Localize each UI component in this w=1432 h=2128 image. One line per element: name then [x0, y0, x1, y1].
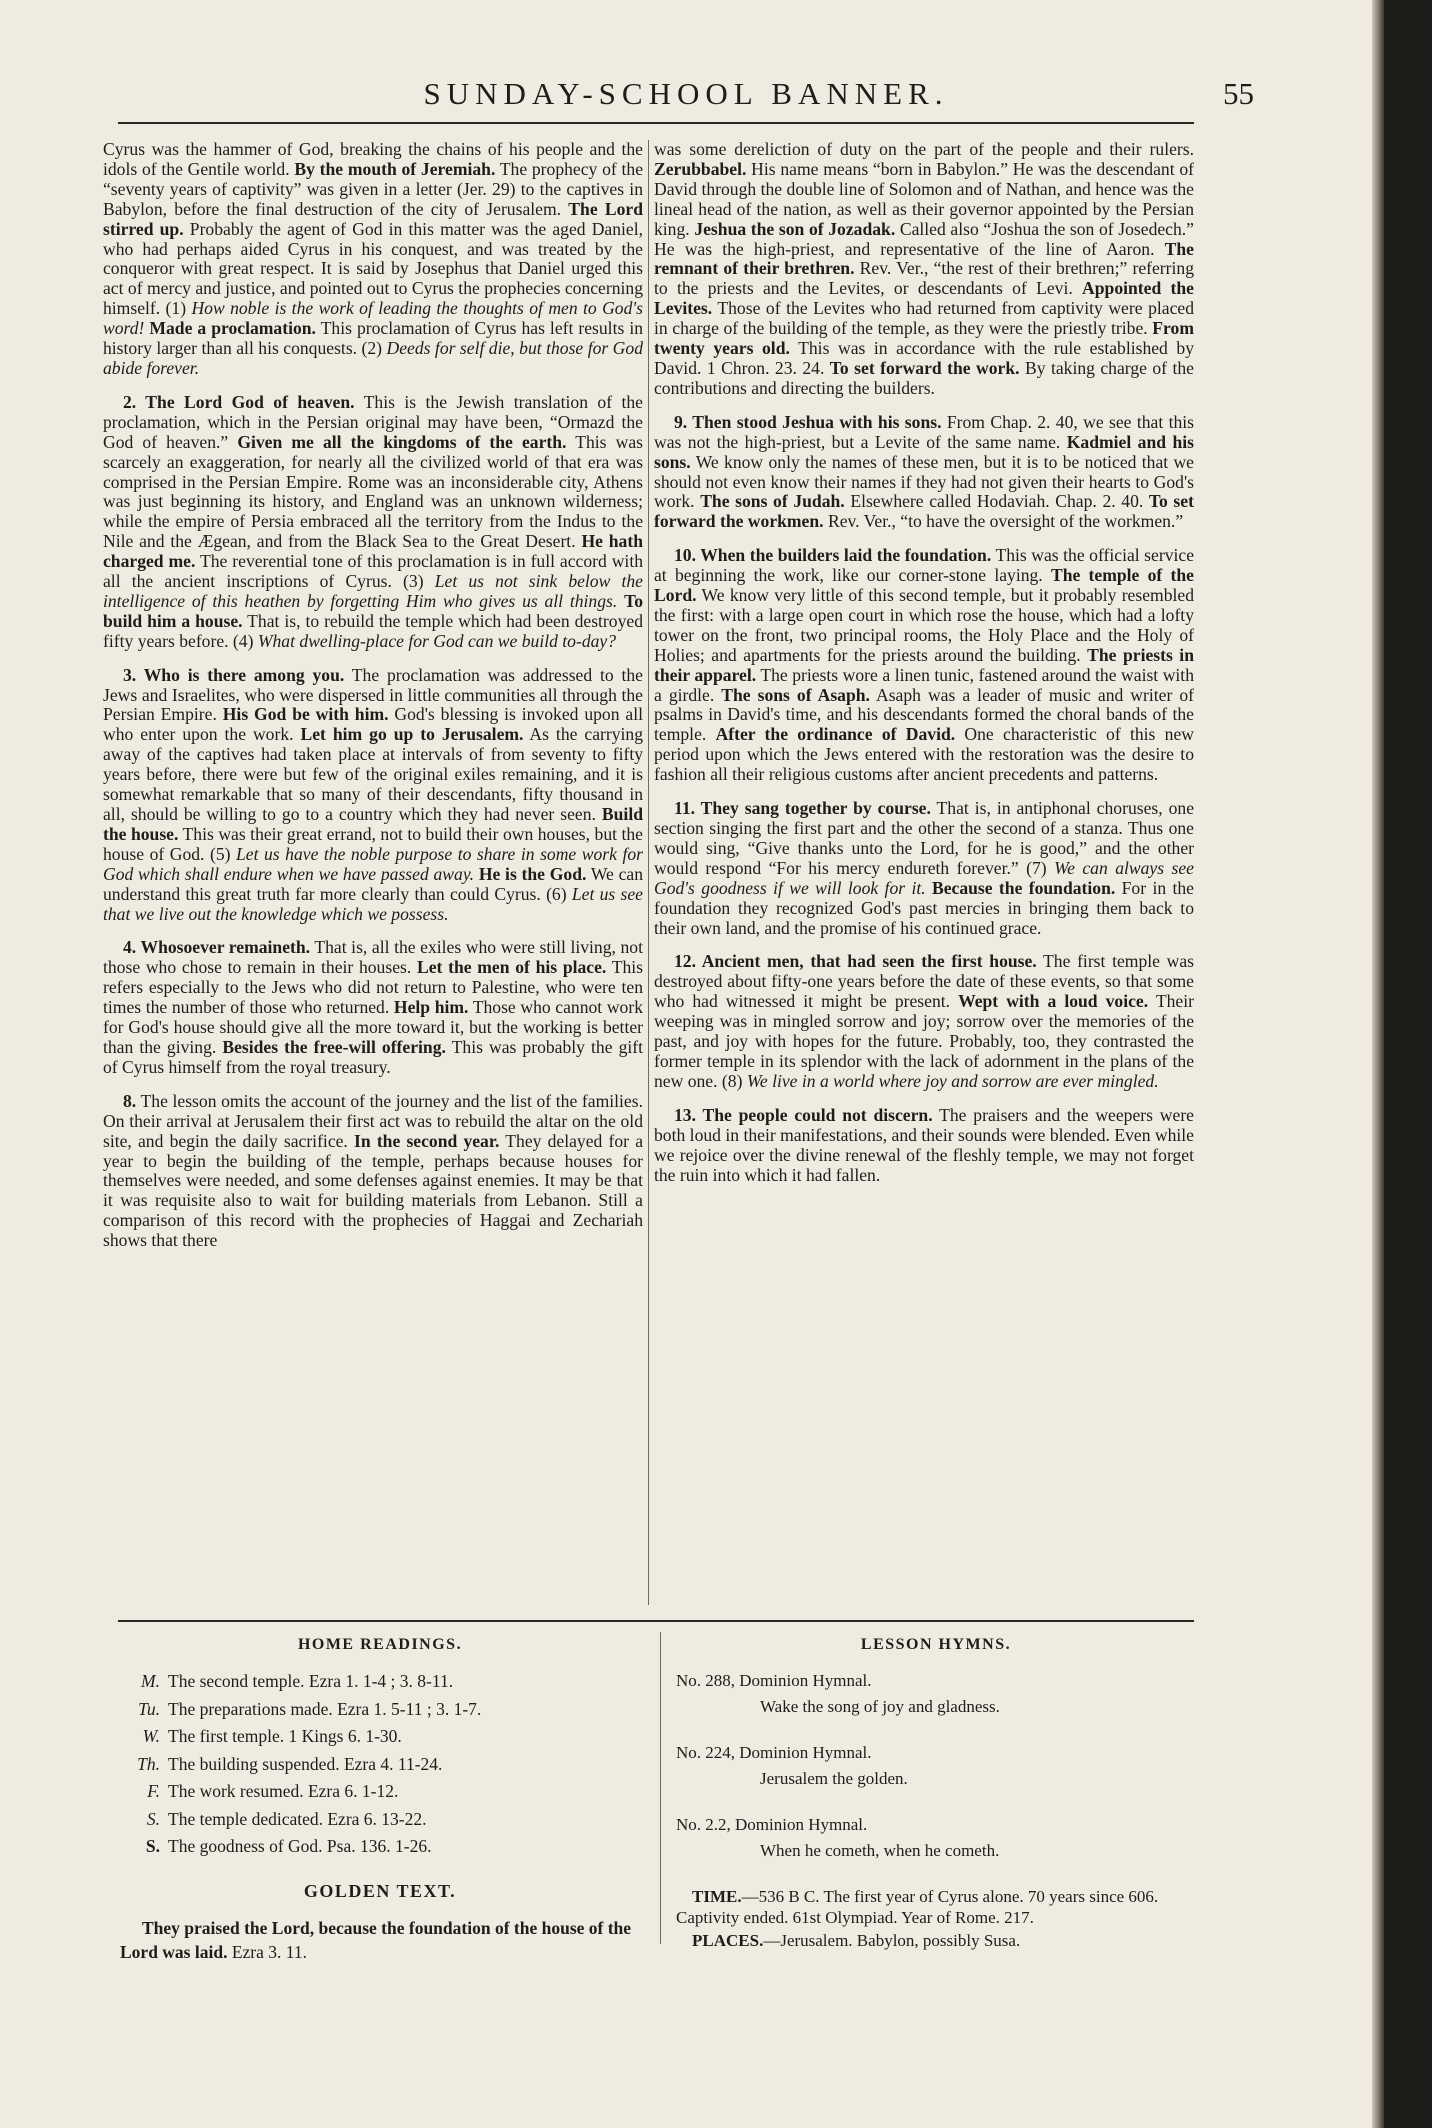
- hymn-number: No. 224, Dominion Hymnal.: [676, 1743, 872, 1762]
- reading-text: The building suspended. Ezra 4. 11-24.: [168, 1753, 443, 1774]
- home-readings: [120, 1636, 640, 1964]
- hymn-number: No. 288, Dominion Hymnal.: [676, 1671, 872, 1690]
- reading-row: [120, 1723, 640, 1751]
- reading-text: The goodness of God. Psa. 136. 1-26.: [168, 1836, 432, 1856]
- commentary-paragraph-1: Cyrus was the hammer of God, breaking the chains of his people and the idols of the Gentile world. By the mouth of Jeremiah. The prophecy of the “seventy years of captivity” was given in a letter (Jer. 29) to the captives in Babylon, before the final destruction of the city of Jerusalem. The Lord stirred up. Probably the agent of God in this matter was the aged Daniel, who had perhaps aided Cyrus in his conquest, and was treated by the conqueror with great respect. It is said by Josephus that Daniel urged this act of mercy and justice, and pointed out to Cyrus the prophecies concerning himself. (1) How noble is the work of leading the thoughts of men to God's word! Made a proclamation. This proclamation of Cyrus has left results in history larger than all his conquests. (2) Deeds for self die, but those for God abide forever.: [103, 140, 643, 378]
- running-title: SUNDAY-SCHOOL BANNER.: [423, 76, 949, 111]
- home-readings-title: HOME READINGS.: [297, 1636, 463, 1653]
- places-note: [676, 1930, 1196, 1951]
- reading-day: F.: [147, 1781, 160, 1801]
- reading-text: The preparations made. Ezra 1. 5-11 ; 3. 1-7.: [168, 1698, 482, 1719]
- page-header: [118, 76, 1254, 112]
- reading-row: [120, 1806, 640, 1834]
- commentary-left-column: [103, 140, 643, 1606]
- hymn-entry: [676, 1740, 1196, 1792]
- hymn-first-line: Jerusalem the golden.: [760, 1769, 908, 1788]
- reading-text: The second temple. Ezra 1. 1-4 ; 3. 8-11.: [168, 1671, 454, 1691]
- commentary-paragraph-8: 10. When the builders laid the foundation. This was the official service at beginning the work, like our corner-stone laying. The temple of the Lord. We know very little of this second temple, but it probably resembled the first: with a large open court in which rose the house, which had a lofty tower on the front, two principal rooms, the Holy Place and the Holy of Holies; and apartments for the priests around the building. The priests in their apparel. The priests wore a linen tunic, fastened around the waist with a girdle. The sons of Asaph. Asaph was a leader of music and writer of psalms in David's time, and his descendants formed the choral bands of the temple. After the ordinance of David. One characteristic of this new period upon which the Jews entered with the restoration was the desire to fashion all their religious customs after ancient precedents and patterns.: [654, 545, 1194, 785]
- commentary-paragraph-9: 11. They sang together by course. That is, in antiphonal choruses, one section singing the first part and the other the second of a stanza. Thus one would sing, “Give thanks unto the Lord, for he is good,” and the other would respond “For his mercy endureth forever.” (7) We can always see God's goodness if we will look for it. Because the foundation. For in the foundation they recognized God's past mercies in bringing them back to their own land, and the promise of his continued grace.: [654, 798, 1194, 938]
- reading-text: The first temple. 1 Kings 6. 1-30.: [168, 1726, 402, 1746]
- hymn-entry: [676, 1812, 1196, 1864]
- commentary-paragraph-3: 3. Who is there among you. The proclamation was addressed to the Jews and Israelites, who were dispersed in little communities all through the Persian Empire. His God be with him. God's blessing is invoked upon all who enter upon the work. Let him go up to Jerusalem. As the carrying away of the captives had taken place at intervals of from seventy to fifty years before, there were but few of the original exiles remaining, and it is somewhat remarkable that so many of their descendants, fifty thousand in all, should be willing to go to a country which they had never seen. Build the house. This was their great errand, not to build their own houses, but the house of God. (5) Let us have the noble purpose to share in some work for God which shall endure when we have passed away. He is the God. We can understand this great truth far more clearly than could Cyrus. (6) Let us see that we live out the knowledge which we possess.: [103, 664, 643, 924]
- hymn-first-line: When he cometh, when he cometh.: [760, 1841, 1000, 1860]
- golden-text-reference: Ezra 3. 11.: [231, 1941, 307, 1962]
- commentary-paragraph-11: 13. The people could not discern. The praisers and the weepers were both loud in their manifestations, and their sounds were blended. Even while we rejoice over the divine renewal of the fleshly temple, we may not forget the ruin into which it had fallen.: [654, 1104, 1194, 1185]
- header-rule: [118, 122, 1194, 124]
- hymn-first-line: Wake the song of joy and gladness.: [760, 1697, 1000, 1716]
- reading-text: The work resumed. Ezra 6. 1-12.: [168, 1781, 399, 1801]
- hymn-number: No. 2.2, Dominion Hymnal.: [676, 1815, 868, 1834]
- commentary-right-column: [654, 140, 1194, 1606]
- commentary-paragraph-5: 8. The lesson omits the account of the journey and the list of the families. On their arrival at Jerusalem their first act was to rebuild the altar on the old site, and begin the daily sacrifice. In the second year. They delayed for a year to begin the building of the temple, perhaps because houses for themselves were needed, and some defenses against enemies. It may be that it was requisite also to wait for building materials from Lebanon. Still a comparison of this record with the prophecies of Haggai and Zechariah shows that there: [103, 1090, 643, 1251]
- commentary-paragraph-7: 9. Then stood Jeshua with his sons. From Chap. 2. 40, we see that this was not the high-priest, but a Levite of the same name. Kadmiel and his sons. We know only the names of these men, but it is to be noticed that we should not even know their names if they had not given their hearts to God's work. The sons of Judah. Elsewhere called Hodaviah. Chap. 2. 40. To set forward the workmen. Rev. Ver., “to have the oversight of the workmen.”: [654, 411, 1194, 532]
- time-note: [676, 1886, 1196, 1928]
- reading-day: S.: [146, 1808, 160, 1829]
- golden-text-title: GOLDEN TEXT.: [303, 1880, 457, 1901]
- commentary-paragraph-6: was some dereliction of duty on the part of the people and their rulers. Zerubbabel. His name means “born in Babylon.” He was the descendant of David through the double line of Solomon and of Nathan, and hence was the lineal head of the nation, as well as their governor appointed by the Persian king. Jeshua the son of Jozadak. Called also “Joshua the son of Josedech.” He was the high-priest, and representative of the line of Aaron. The remnant of their brethren. Rev. Ver., “the rest of their brethren;” referring to the priests and the Levites, or descendants of Levi. Appointed the Levites. Those of the Levites who had returned from captivity were placed in charge of the building of the temple, as they were the priestly tribe. From twenty years old. This was in accordance with the rule established by David. 1 Chron. 23. 24. To set forward the work. By taking charge of the contributions and directing the builders.: [654, 140, 1194, 398]
- commentary-paragraph-2: 2. The Lord God of heaven. This is the Jewish translation of the proclamation, which in the Persian original may have been, “Ormazd the God of heaven.” Given me all the kingdoms of the earth. This was scarcely an exaggeration, for nearly all the civilized world of that era was comprised in the Persian Empire. Rome was an inconsiderable city, Athens was just beginning its history, and England was an unknown wilderness; while the empire of Persia embraced all the territory from the Indus to the Nile and the Ægean, and from the Black Sea to the Great Desert. He hath charged me. The reverential tone of this proclamation is in full accord with all the ancient inscriptions of Cyrus. (3) Let us not sink below the intelligence of this heathen by forgetting Him who gives us all things. To build him a house. That is, to rebuild the temple which had been destroyed fifty years before. (4) What dwelling-place for God can we build to-day?: [103, 391, 643, 651]
- section-rule: [118, 1620, 1194, 1622]
- reading-row: [120, 1696, 640, 1724]
- commentary-paragraph-4: 4. Whosoever remaineth. That is, all the exiles who were still living, not those who chose to remain in their houses. Let the men of his place. This refers especially to the Jews who did not return to Palestine, who were ten times the number of those who returned. Help him. Those who cannot work for God's house should give all the more toward it, but the working is better than the giving. Besides the free-will offering. This was probably the gift of Cyrus himself from the royal treasury.: [103, 937, 643, 1077]
- golden-text: [120, 1916, 640, 1964]
- page-edge: [1372, 0, 1384, 2128]
- lesson-hymns: [676, 1636, 1196, 1953]
- hymn-entry: [676, 1668, 1196, 1720]
- reading-row: [120, 1833, 640, 1861]
- reading-row: [120, 1751, 640, 1779]
- bottom-column-divider: [660, 1632, 661, 1944]
- reading-row: [120, 1778, 640, 1806]
- time-label: TIME.: [692, 1887, 742, 1906]
- reading-day: Tu.: [138, 1698, 160, 1719]
- column-divider: [648, 140, 649, 1605]
- reading-day: S.: [145, 1836, 160, 1856]
- lesson-hymns-title: LESSON HYMNS.: [860, 1636, 1012, 1653]
- time-places: [676, 1886, 1196, 1951]
- page-number: 55: [1223, 76, 1254, 111]
- time-text: —536 B C. The first year of Cyrus alone. 70 years since 606. Captivity ended. 61st Olympiad. Year of Rome. 217.: [676, 1887, 1159, 1927]
- places-text: —Jerusalem. Babylon, possibly Susa.: [763, 1931, 1021, 1950]
- golden-text-section: [120, 1881, 640, 1964]
- reading-row: [120, 1668, 640, 1696]
- reading-day: M.: [141, 1671, 160, 1691]
- reading-text: The temple dedicated. Ezra 6. 13-22.: [168, 1808, 427, 1829]
- golden-text-verse: They praised the Lord, because the foundation of the house of the Lord was laid.: [120, 1917, 632, 1962]
- places-label: PLACES.: [692, 1931, 764, 1950]
- commentary-paragraph-10: 12. Ancient men, that had seen the first house. The first temple was destroyed about fifty-one years before the date of these events, so that some who had witnessed it might be present. Wept with a loud voice. Their weeping was in mingled sorrow and joy; sorrow over the memories of the past, and joy with hopes for the future. Probably, too, they contrasted the former temple in its splendor with the lack of adornment in the plans of the new one. (8) We live in a world where joy and sorrow are ever mingled.: [654, 951, 1194, 1091]
- reading-day: Th.: [137, 1753, 160, 1774]
- reading-day: W.: [142, 1726, 160, 1746]
